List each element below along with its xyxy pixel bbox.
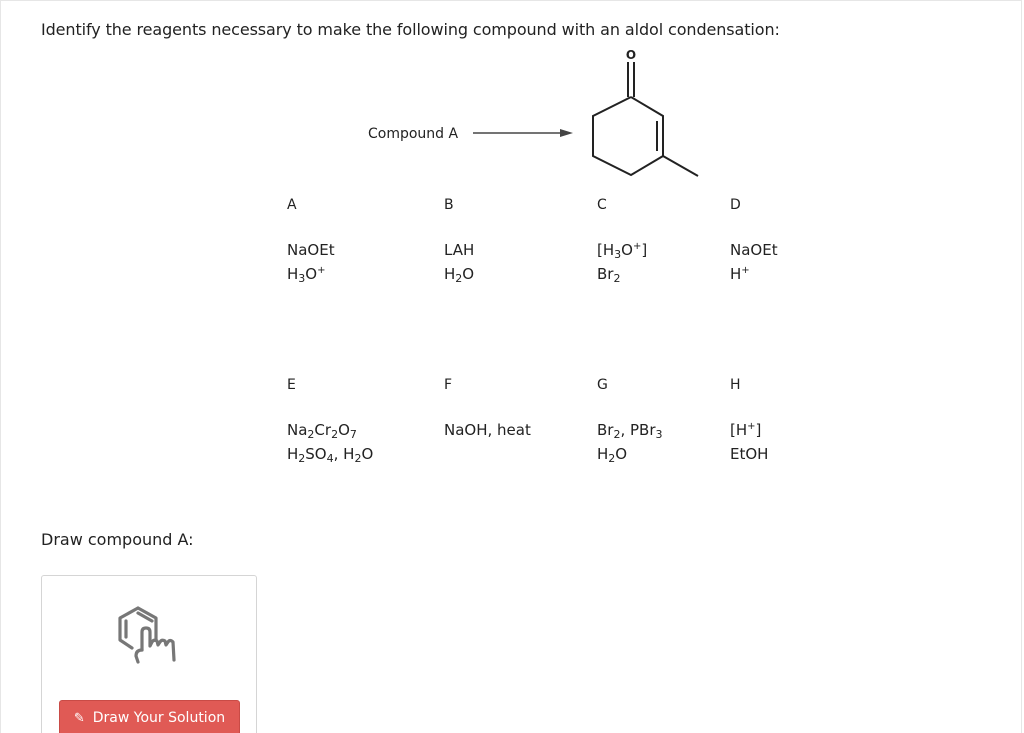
reagent-text-segment: O	[462, 265, 475, 283]
reaction-arrow	[473, 129, 573, 137]
reagent-text-segment: 2	[613, 428, 621, 441]
oxygen-atom-label: O	[625, 48, 637, 62]
question-text: Identify the reagents necessary to make the following compound with an aldol condensation:	[41, 20, 780, 39]
reagent-text-segment: 4	[326, 452, 334, 465]
reagent-text-segment: H	[597, 445, 609, 463]
reagent-text-segment: 2	[298, 452, 306, 465]
option-c-reagent-2	[597, 265, 620, 283]
reagent-text-segment: , PBr	[620, 421, 656, 439]
reagent-text-segment: ]	[641, 241, 648, 259]
reagent-text-segment: +	[317, 265, 326, 276]
molecule-draw-icon	[112, 602, 188, 666]
reagent-text-segment: 2	[331, 428, 339, 441]
reagent-text-segment: Cr	[314, 421, 332, 439]
reagent-text-segment: Br	[597, 265, 614, 283]
reagent-text-segment: NaOH, heat	[444, 421, 531, 439]
reaction-scheme	[361, 45, 721, 185]
draw-compound-label: Draw compound A:	[41, 530, 194, 549]
reagent-text-segment: 7	[349, 428, 357, 441]
option-d-reagent-1	[730, 241, 778, 259]
reagent-text-segment: 3	[298, 272, 306, 285]
option-e-reagent-1	[287, 421, 357, 439]
option-letter-g: G	[597, 377, 608, 393]
option-e-reagent-2	[287, 445, 373, 463]
option-a-reagent-1	[287, 241, 335, 259]
reagent-text-segment: ]	[755, 421, 762, 439]
reagent-text-segment: SO	[305, 445, 327, 463]
option-a-reagent-2	[287, 265, 325, 283]
reagent-text-segment: Br	[597, 421, 614, 439]
reagent-text-segment: 3	[614, 248, 622, 261]
option-h-reagent-2	[730, 445, 768, 463]
pencil-icon: ✎	[73, 710, 85, 726]
reagent-text-segment: H	[730, 265, 742, 283]
reagent-text-segment: +	[747, 421, 756, 432]
option-c-reagent-1	[597, 241, 647, 259]
option-g-reagent-1	[597, 421, 663, 439]
reagent-text-segment: O	[615, 445, 628, 463]
option-d-reagent-2	[730, 265, 750, 283]
draw-your-solution-button[interactable]	[59, 700, 240, 733]
reagent-text-segment: +	[632, 241, 642, 252]
option-b-reagent-2	[444, 265, 474, 283]
reagent-text-segment: NaOEt	[287, 241, 335, 259]
option-letter-b: B	[444, 197, 454, 213]
product-structure	[593, 62, 698, 176]
option-b-reagent-1	[444, 241, 474, 259]
draw-button-label: Draw Your Solution	[92, 710, 226, 726]
reagent-text-segment: H	[287, 265, 299, 283]
reagent-text-segment: , H	[333, 445, 355, 463]
reagent-text-segment: 2	[455, 272, 463, 285]
option-letter-h: H	[730, 377, 741, 393]
reagent-text-segment: NaOEt	[730, 241, 778, 259]
option-letter-d: D	[730, 197, 741, 213]
reagent-text-segment: 2	[613, 272, 621, 285]
reagent-text-segment: 2	[608, 452, 616, 465]
reagent-text-segment: O	[621, 241, 633, 259]
option-letter-e: E	[287, 377, 296, 393]
draw-panel	[41, 575, 257, 733]
reagent-text-segment: 2	[354, 452, 362, 465]
option-f-reagent-1	[444, 421, 531, 439]
option-letter-f: F	[444, 377, 453, 393]
reagent-text-segment: 2	[307, 428, 315, 441]
reagent-text-segment: LAH	[444, 241, 475, 259]
reagent-text-segment: H	[287, 445, 299, 463]
reagent-text-segment: 3	[655, 428, 663, 441]
reagent-text-segment: [H	[730, 421, 748, 439]
reagent-text-segment: +	[741, 265, 750, 276]
reagent-text-segment: O	[305, 265, 318, 283]
option-letter-c: C	[597, 197, 607, 213]
reagent-text-segment: O	[361, 445, 374, 463]
reagent-text-segment: O	[338, 421, 350, 439]
reagent-text-segment: H	[444, 265, 456, 283]
reagent-text-segment: [H	[597, 241, 615, 259]
compound-a-label: Compound A	[368, 126, 459, 142]
reagent-text-segment: Na	[287, 421, 308, 439]
option-letter-a: A	[287, 197, 297, 213]
option-h-reagent-1	[730, 421, 761, 439]
option-g-reagent-2	[597, 445, 627, 463]
reagent-text-segment: EtOH	[730, 445, 769, 463]
